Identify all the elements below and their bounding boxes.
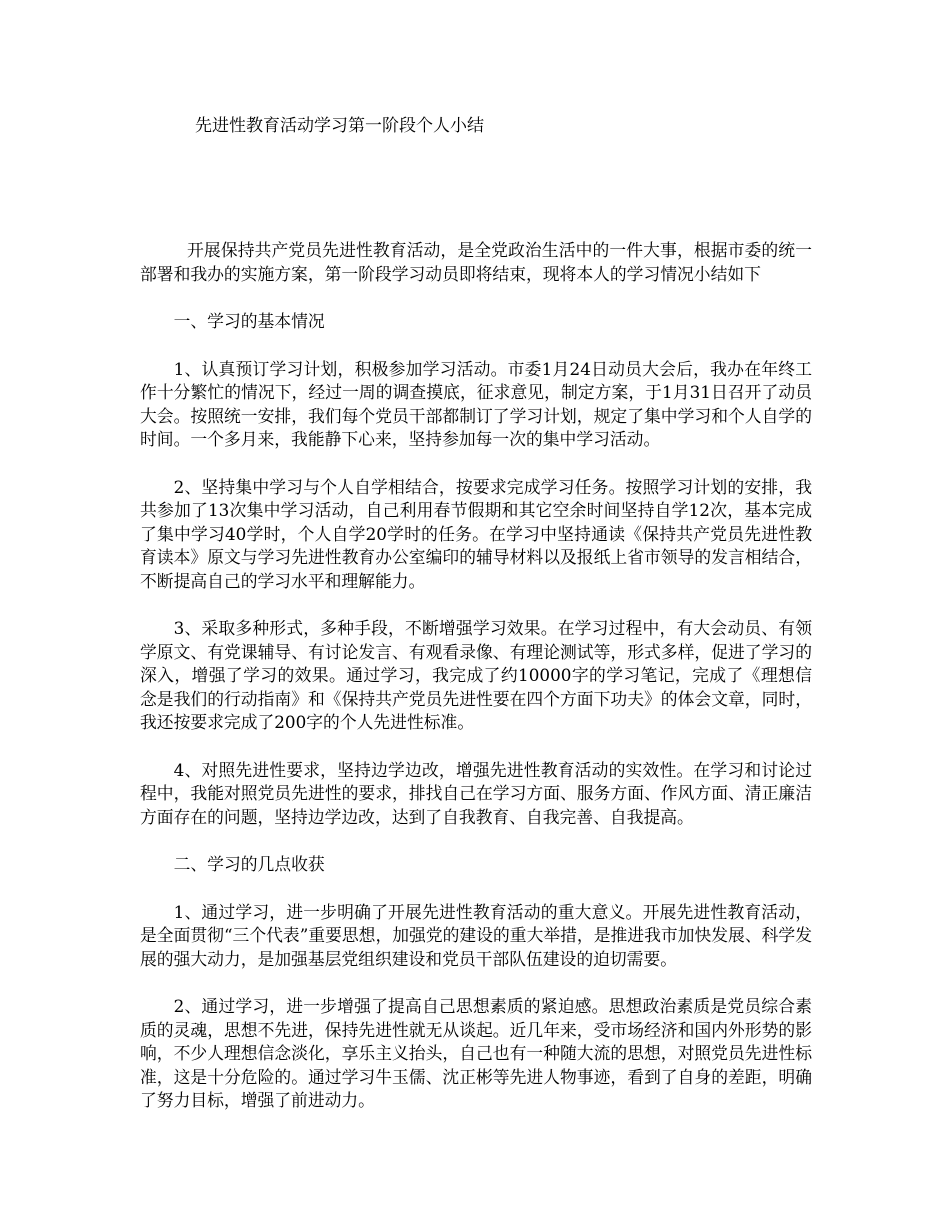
section-heading-basic-situation: 一、学习的基本情况 bbox=[173, 311, 325, 331]
document-body bbox=[140, 239, 812, 1137]
body-paragraph: 1、认真预订学习计划，积极参加学习活动。市委1月24日动员大会后，我办在年终工作十分繁忙的情况下，经过一周的调查摸底，征求意见，制定方案，于1月31日召开了动员大会。按照统一安排，我们每个党员干部都制订了学习计划，规定了集中学习和个人自学的时间。一个多月来，我能静下心来，坚持参加每一次的集中学习活动。 bbox=[140, 358, 812, 449]
intro-paragraph: 开展保持共产党员先进性教育活动，是全党政治生活中的一件大事，根据市委的统一部署和我办的实施方案，第一阶段学习动员即将结束，现将本人的学习情况小结如下 bbox=[140, 240, 812, 284]
document-title: 先进性教育活动学习第一阶段个人小结 bbox=[195, 116, 484, 136]
section-heading-gains: 二、学习的几点收获 bbox=[173, 854, 325, 874]
body-paragraph: 2、通过学习，进一步增强了提高自己思想素质的紧迫感。思想政治素质是党员综合素质的灵魂，思想不先进，保持先进性就无从谈起。近几年来，受市场经济和国内外形势的影响，不少人理想信念淡化，享乐主义抬头，自己也有一种随大流的思想，对照党员先进性标准，这是十分危险的。通过学习牛玉儒、沈正彬等先进人物事迹，看到了自身的差距，明确了努力目标，增强了前进动力。 bbox=[140, 996, 812, 1110]
body-paragraph: 2、坚持集中学习与个人自学相结合，按要求完成学习任务。按照学习计划的安排，我共参加了13次集中学习活动，自己利用春节假期和其它空余时间坚持自学12次，基本完成了集中学习40学时，个人自学20学时的任务。在学习中坚持通读《保持共产党员先进性教育读本》原文与学习先进性教育办公室编印的辅导材料以及报纸上省市领导的发言相结合，不断提高自己的学习水平和理解能力。 bbox=[140, 476, 812, 591]
body-paragraph: 1、通过学习，进一步明确了开展先进性教育活动的重大意义。开展先进性教育活动，是全面贯彻“三个代表”重要思想，加强党的建设的重大举措，是推进我市加快发展、科学发展的强大动力，是加强基层党组织建设和党员干部队伍建设的迫切需要。 bbox=[140, 901, 812, 969]
body-paragraph: 4、对照先进性要求，坚持边学边改，增强先进性教育活动的实效性。在学习和讨论过程中，我能对照党员先进性的要求，排找自己在学习方面、服务方面、作风方面、清正廉洁方面存在的问题，坚持边学边改，达到了自我教育、自我完善、自我提高。 bbox=[140, 759, 812, 827]
body-paragraph: 3、采取多种形式，多种手段，不断增强学习效果。在学习过程中，有大会动员、有领学原文、有党课辅导、有讨论发言、有观看录像、有理论测试等，形式多样，促进了学习的深入，增强了学习的效果。通过学习，我完成了约10000字的学习笔记，完成了《理想信念是我们的行动指南》和《保持共产党员先进性要在四个方面下功夫》的体会文章，同时，我还按要求完成了200字的个人先进性标准。 bbox=[140, 618, 812, 732]
